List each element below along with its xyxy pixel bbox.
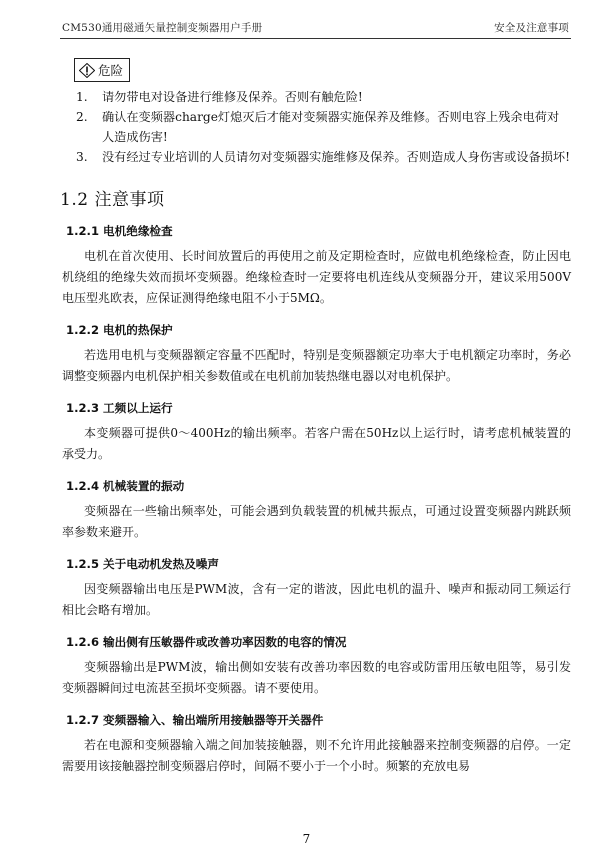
danger-label-box [74, 58, 130, 82]
warning-triangle-icon [79, 63, 95, 78]
subsection-text: 因变频器输出电压是PWM波，含有一定的谐波，因此电机的温升、噪声和振动同工频运行相比会略有增加。 [62, 582, 571, 617]
subsection-above-line-frequency [62, 400, 571, 465]
list-item [68, 147, 571, 167]
subsection-text: 本变频器可提供0～400Hz的输出频率。若客户需在50Hz以上运行时，请考虑机械装置的承受力。 [62, 426, 571, 461]
list-item-number: 1. [76, 90, 88, 104]
subsection-title: 1.2.3 工频以上运行 [66, 401, 173, 415]
list-item-text: 确认在变频器charge灯熄灭后才能对变频器实施保养及维修。否则电容上残余电荷对人造成伤害! [102, 110, 560, 144]
subsection-text: 变频器输出是PWM波，输出侧如安装有改善功率因数的电容或防雷用压敏电阻等，易引发变频器瞬间过电流甚至损坏变频器。请不要使用。 [62, 660, 571, 695]
page-header [62, 20, 569, 35]
subsection-text: 若在电源和变频器输入端之间加装接触器，则不允许用此接触器来控制变频器的启停。一定需要用该接触器控制变频器启停时，间隔不要小于一个小时。频繁的充放电易 [62, 738, 571, 773]
subsection-insulation-check [62, 223, 571, 309]
danger-list [68, 87, 571, 167]
subsection-text: 若选用电机与变频器额定容量不匹配时，特别是变频器额定功率大于电机额定功率时，务必调整变频器内电机保护相关参数值或在电机前加装热继电器以对电机保护。 [62, 348, 571, 383]
danger-label: 危险 [98, 63, 124, 78]
list-item-number: 2. [76, 110, 88, 124]
subsection-title: 1.2.1 电机绝缘检查 [66, 224, 173, 238]
subsection-title: 1.2.7 变频器输入、输出端所用接触器等开关器件 [66, 713, 324, 727]
subsection-title: 1.2.6 输出侧有压敏器件或改善功率因数的电容的情况 [66, 635, 347, 649]
subsection-thermal-protection [62, 322, 571, 387]
subsection-contactors [62, 712, 571, 777]
list-item-number: 3. [76, 150, 88, 164]
subsection-title: 1.2.2 电机的热保护 [66, 323, 173, 337]
subsection-text: 变频器在一些输出频率处，可能会遇到负载装置的机械共振点，可通过设置变频器内跳跃频率参数来避开。 [62, 504, 571, 539]
subsection-title: 1.2.4 机械装置的振动 [66, 479, 185, 493]
subsection-mechanical-vibration [62, 478, 571, 543]
header-chapter-title: 安全及注意事项 [494, 22, 569, 34]
subsection-heat-and-noise [62, 556, 571, 621]
list-item [68, 107, 571, 147]
header-manual-title: CM530通用磁通矢量控制变频器用户手册 [62, 22, 263, 34]
list-item-text: 没有经过专业培训的人员请勿对变频器实施维修及保养。否则造成人身伤害或设备损坏! [102, 150, 571, 164]
page-content [60, 58, 571, 777]
subsection-output-capacitors [62, 634, 571, 699]
subsection-title: 1.2.5 关于电动机发热及噪声 [66, 557, 219, 571]
header-rule [60, 38, 571, 39]
list-item-text: 请勿带电对设备进行维修及保养。否则有触危险! [102, 90, 363, 104]
page-number: 7 [302, 832, 311, 846]
section-title: 1.2 注意事项 [60, 190, 165, 210]
list-item [68, 87, 571, 107]
subsection-text: 电机在首次使用、长时间放置后的再使用之前及定期检查时，应做电机绝缘检查，防止因电机绕组的绝缘失效而损坏变频器。绝缘检查时一定要将电机连线从变频器分开，建议采用500V电压型兆欧表，应保证测得绝缘电阻不小于5MΩ。 [62, 249, 571, 305]
